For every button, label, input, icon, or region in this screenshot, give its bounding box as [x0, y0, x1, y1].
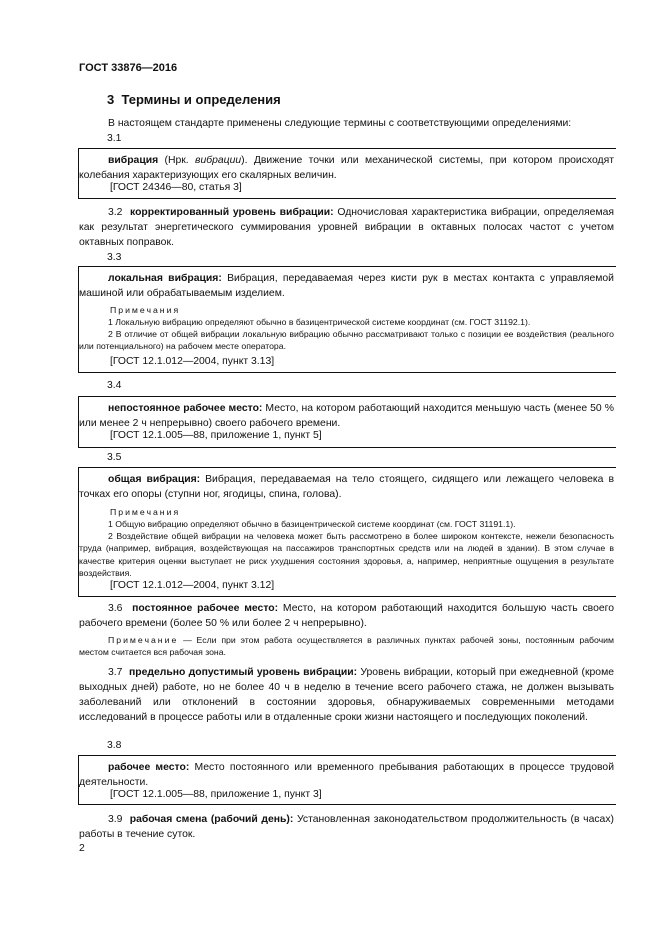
- term-3-5-note-1: 1 Общую вибрацию определяют обычно в базицентрической системе координат (см. ГОСТ 31191.1).: [108, 519, 516, 529]
- term-3-4-name: непостоянное рабочее место:: [108, 403, 263, 414]
- term-3-4-reference: [ГОСТ 12.1.005—88, приложение 1, пункт 5]: [110, 430, 322, 441]
- term-number-3-4: 3.4: [107, 380, 122, 391]
- term-3-7: 3.7 предельно допустимый уровень вибрации: Уровень вибрации, который при ежедневной (кроме выходных дней) работе, но не более 40 ч в неделю в течение всего рабочего стажа, не должен вызывать заболеваний или отклонений в состоянии здоровья, обнаруживаемых современными методами исследований в процессе работы или в отдаленные сроки жизни настоящего и последующих поколений.: [79, 667, 614, 723]
- term-3-5-reference: [ГОСТ 12.1.012—2004, пункт 3.12]: [110, 580, 275, 591]
- section-heading: [107, 92, 281, 107]
- term-3-2: 3.2 корректированный уровень вибрации: Одночисловая характеристика вибрации, определяемая как результат энергетического суммирования уровней вибрации в октавных полосах частот с учетом октавных поправок.: [79, 207, 614, 248]
- term-box-3-8: [78, 755, 616, 805]
- term-box-3-5: [78, 467, 616, 597]
- term-3-3-reference: [ГОСТ 12.1.012—2004, пункт 3.13]: [110, 356, 275, 367]
- section-number: 3: [107, 92, 115, 107]
- term-3-8-reference: [ГОСТ 12.1.005—88, приложение 1, пункт 3]: [110, 789, 322, 800]
- term-number-3-1: 3.1: [107, 133, 122, 144]
- term-3-3-note-1: 1 Локальную вибрацию определяют обычно в базицентрической системе координат (см. ГОСТ 31192.1).: [108, 317, 531, 327]
- term-3-6-note-title: Примечание: [108, 635, 179, 645]
- term-box-3-3: [78, 266, 616, 373]
- term-3-6: 3.6 постоянное рабочее место: Место, на котором работающий находится большую часть своего рабочего времени (более 50 % или более 2 ч непрерывно).: [79, 603, 614, 629]
- term-3-6-note: Примечание — Если при этом работа осуществляется в различных пунктах рабочей зоны, постоянным рабочим местом считается вся рабочая зона.: [79, 635, 614, 658]
- term-box-3-1: [78, 148, 616, 199]
- term-3-3-notes-title: Примечания: [110, 305, 181, 315]
- term-number-3-8: 3.8: [107, 740, 122, 751]
- term-3-3-name: локальная вибрация:: [108, 273, 222, 284]
- intro-paragraph: В настоящем стандарте применены следующие термины с соответствующими определениями:: [108, 118, 572, 129]
- term-3-1-name: вибрация: [108, 155, 159, 166]
- term-3-3-note-2: 2 В отличие от общей вибрации локальную вибрацию обычно рассматривают только с позиции ее воздействия (реального или потенциального) на рабочем месте оператора.: [79, 329, 614, 352]
- term-3-9-name: рабочая смена (рабочий день):: [129, 814, 294, 825]
- document-code: ГОСТ 33876—2016: [79, 62, 178, 74]
- section-title: Термины и определения: [121, 92, 281, 107]
- term-3-1-text: вибрация (Нрк. вибрации). Движение точки или механической системы, при котором происходят колебания характеризующих его скалярных величин.: [79, 155, 614, 181]
- term-number-3-5: 3.5: [107, 452, 122, 463]
- term-number-3-3: 3.3: [107, 252, 122, 263]
- term-3-6-name: постоянное рабочее место:: [132, 603, 279, 614]
- term-3-8-name: рабочее место:: [108, 762, 190, 773]
- page-number: 2: [79, 843, 85, 854]
- term-3-7-name: предельно допустимый уровень вибрации:: [129, 667, 358, 678]
- term-3-5-note-2: 2 Воздействие общей вибрации на человека может быть рассмотрено в более широком контексте, нежели безопасность труда (например, вибрация, воздействующая на пассажиров транспортных средств или на людей в здании). В этом случае в качестве критерия оценки выступает не риск ухудшения состояния здоровья, а, например, неприятные ощущения в результате воздействия.: [79, 531, 614, 578]
- term-3-5-text: общая вибрация: Вибрация, передаваемая на тело стоящего, сидящего или лежащего человека в точках его опоры (ступни ног, ягодицы, спина, голова).: [79, 474, 614, 500]
- term-box-3-4: [78, 396, 616, 448]
- term-3-8-text: рабочее место: Место постоянного или временного пребывания работающих в процессе трудовой деятельности.: [79, 762, 614, 788]
- term-3-5-name: общая вибрация:: [108, 474, 201, 485]
- term-3-1-reference: [ГОСТ 24346—80, статья 3]: [110, 182, 242, 193]
- term-3-9: 3.9 рабочая смена (рабочий день): Установленная законодательством продолжительность (в часах) работы в течение суток.: [79, 814, 614, 840]
- term-3-2-name: корректированный уровень вибрации:: [130, 207, 334, 218]
- term-3-5-notes-title: Примечания: [110, 507, 181, 517]
- term-3-4-text: непостоянное рабочее место: Место, на котором работающий находится меньшую часть (менее 50 % или менее 2 ч непрерывно) своего рабочего времени.: [79, 403, 614, 429]
- term-3-3-text: локальная вибрация: Вибрация, передаваемая через кисти рук в местах контакта с управляемой машиной или обрабатываемым изделием.: [79, 273, 614, 299]
